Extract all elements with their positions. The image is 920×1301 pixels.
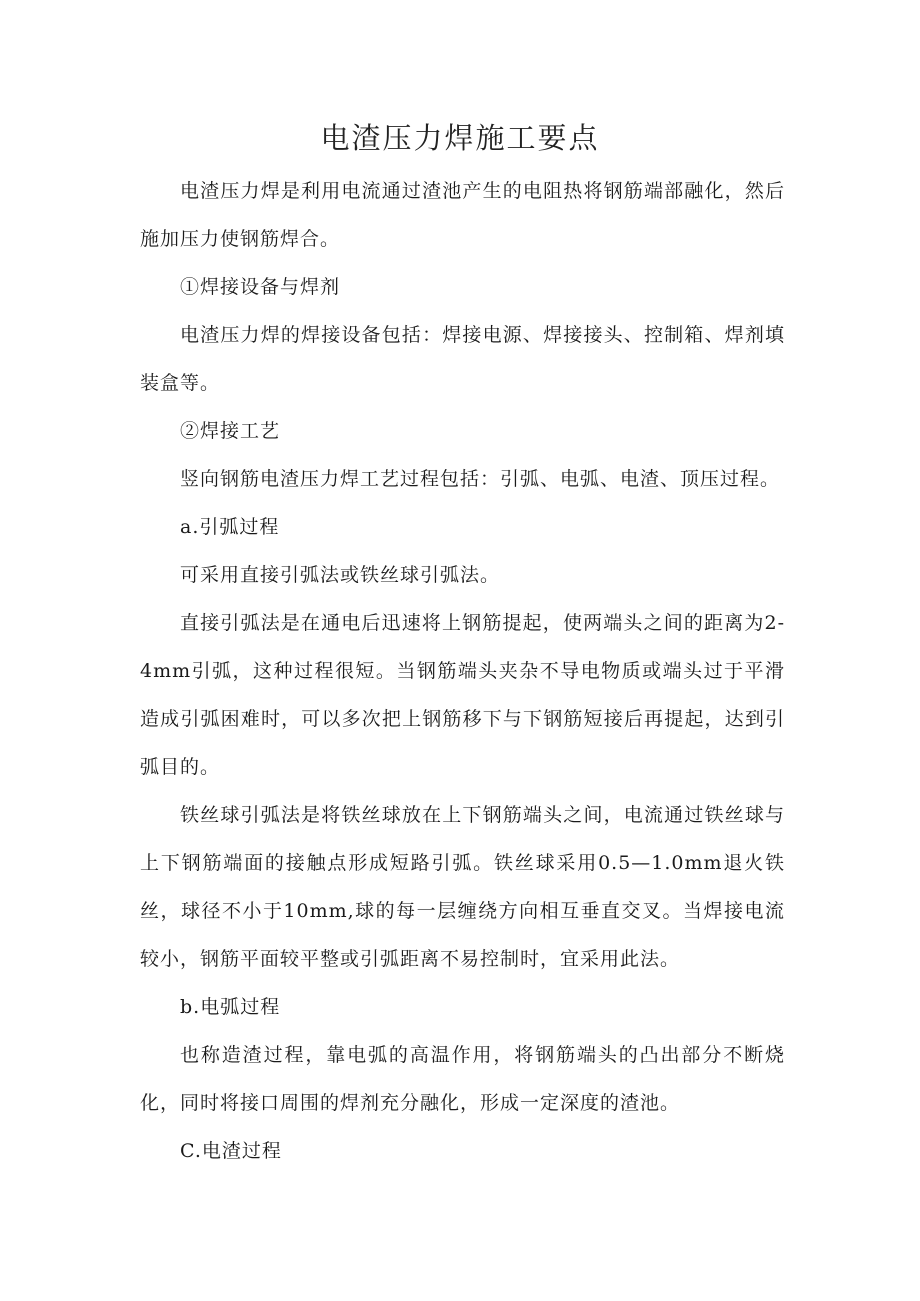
paragraph-direct-arc: 直接引弧法是在通电后迅速将上钢筋提起，使两端头之间的距离为2-4mm引弧，这种过程很短。当钢筋端头夹杂不导电物质或端头过于平滑造成引弧困难时，可以多次把上钢筋移下与下钢筋短接后再提起，达到引弧目的。	[140, 612, 785, 778]
section-heading-process: ②焊接工艺	[180, 420, 281, 442]
paragraph-intro: 电渣压力焊是利用电流通过渣池产生的电阻热将钢筋端部融化，然后施加压力使钢筋焊合。	[140, 180, 785, 250]
paragraph-arc-process: 也称造渣过程，靠电弧的高温作用，将钢筋端头的凸出部分不断烧化，同时将接口周围的焊剂充分融化，形成一定深度的渣池。	[140, 1044, 785, 1114]
document-title: 电渣压力焊施工要点	[320, 121, 600, 155]
subheading-arc-process: b.电弧过程	[180, 996, 281, 1018]
paragraph-equipment: 电渣压力焊的焊接设备包括：焊接电源、焊接接头、控制箱、焊剂填装盒等。	[140, 324, 785, 394]
paragraph-process-overview: 竖向钢筋电渣压力焊工艺过程包括：引弧、电弧、电渣、顶压过程。	[180, 468, 781, 490]
document-body	[140, 167, 785, 1175]
paragraph-arc-methods: 可采用直接引弧法或铁丝球引弧法。	[180, 564, 501, 586]
subheading-electroslag-process: C.电渣过程	[180, 1140, 282, 1162]
paragraph-wire-ball-arc: 铁丝球引弧法是将铁丝球放在上下钢筋端头之间，电流通过铁丝球与上下钢筋端面的接触点形成短路引弧。铁丝球采用0.5—1.0mm退火铁丝，球径不小于10mm,球的每一层缠绕方向相互垂直交叉。当焊接电流较小，钢筋平面较平整或引弧距离不易控制时，宜采用此法。	[140, 804, 785, 970]
subheading-arc-starting: a.引弧过程	[180, 516, 280, 538]
section-heading-equipment: ①焊接设备与焊剂	[180, 276, 341, 298]
